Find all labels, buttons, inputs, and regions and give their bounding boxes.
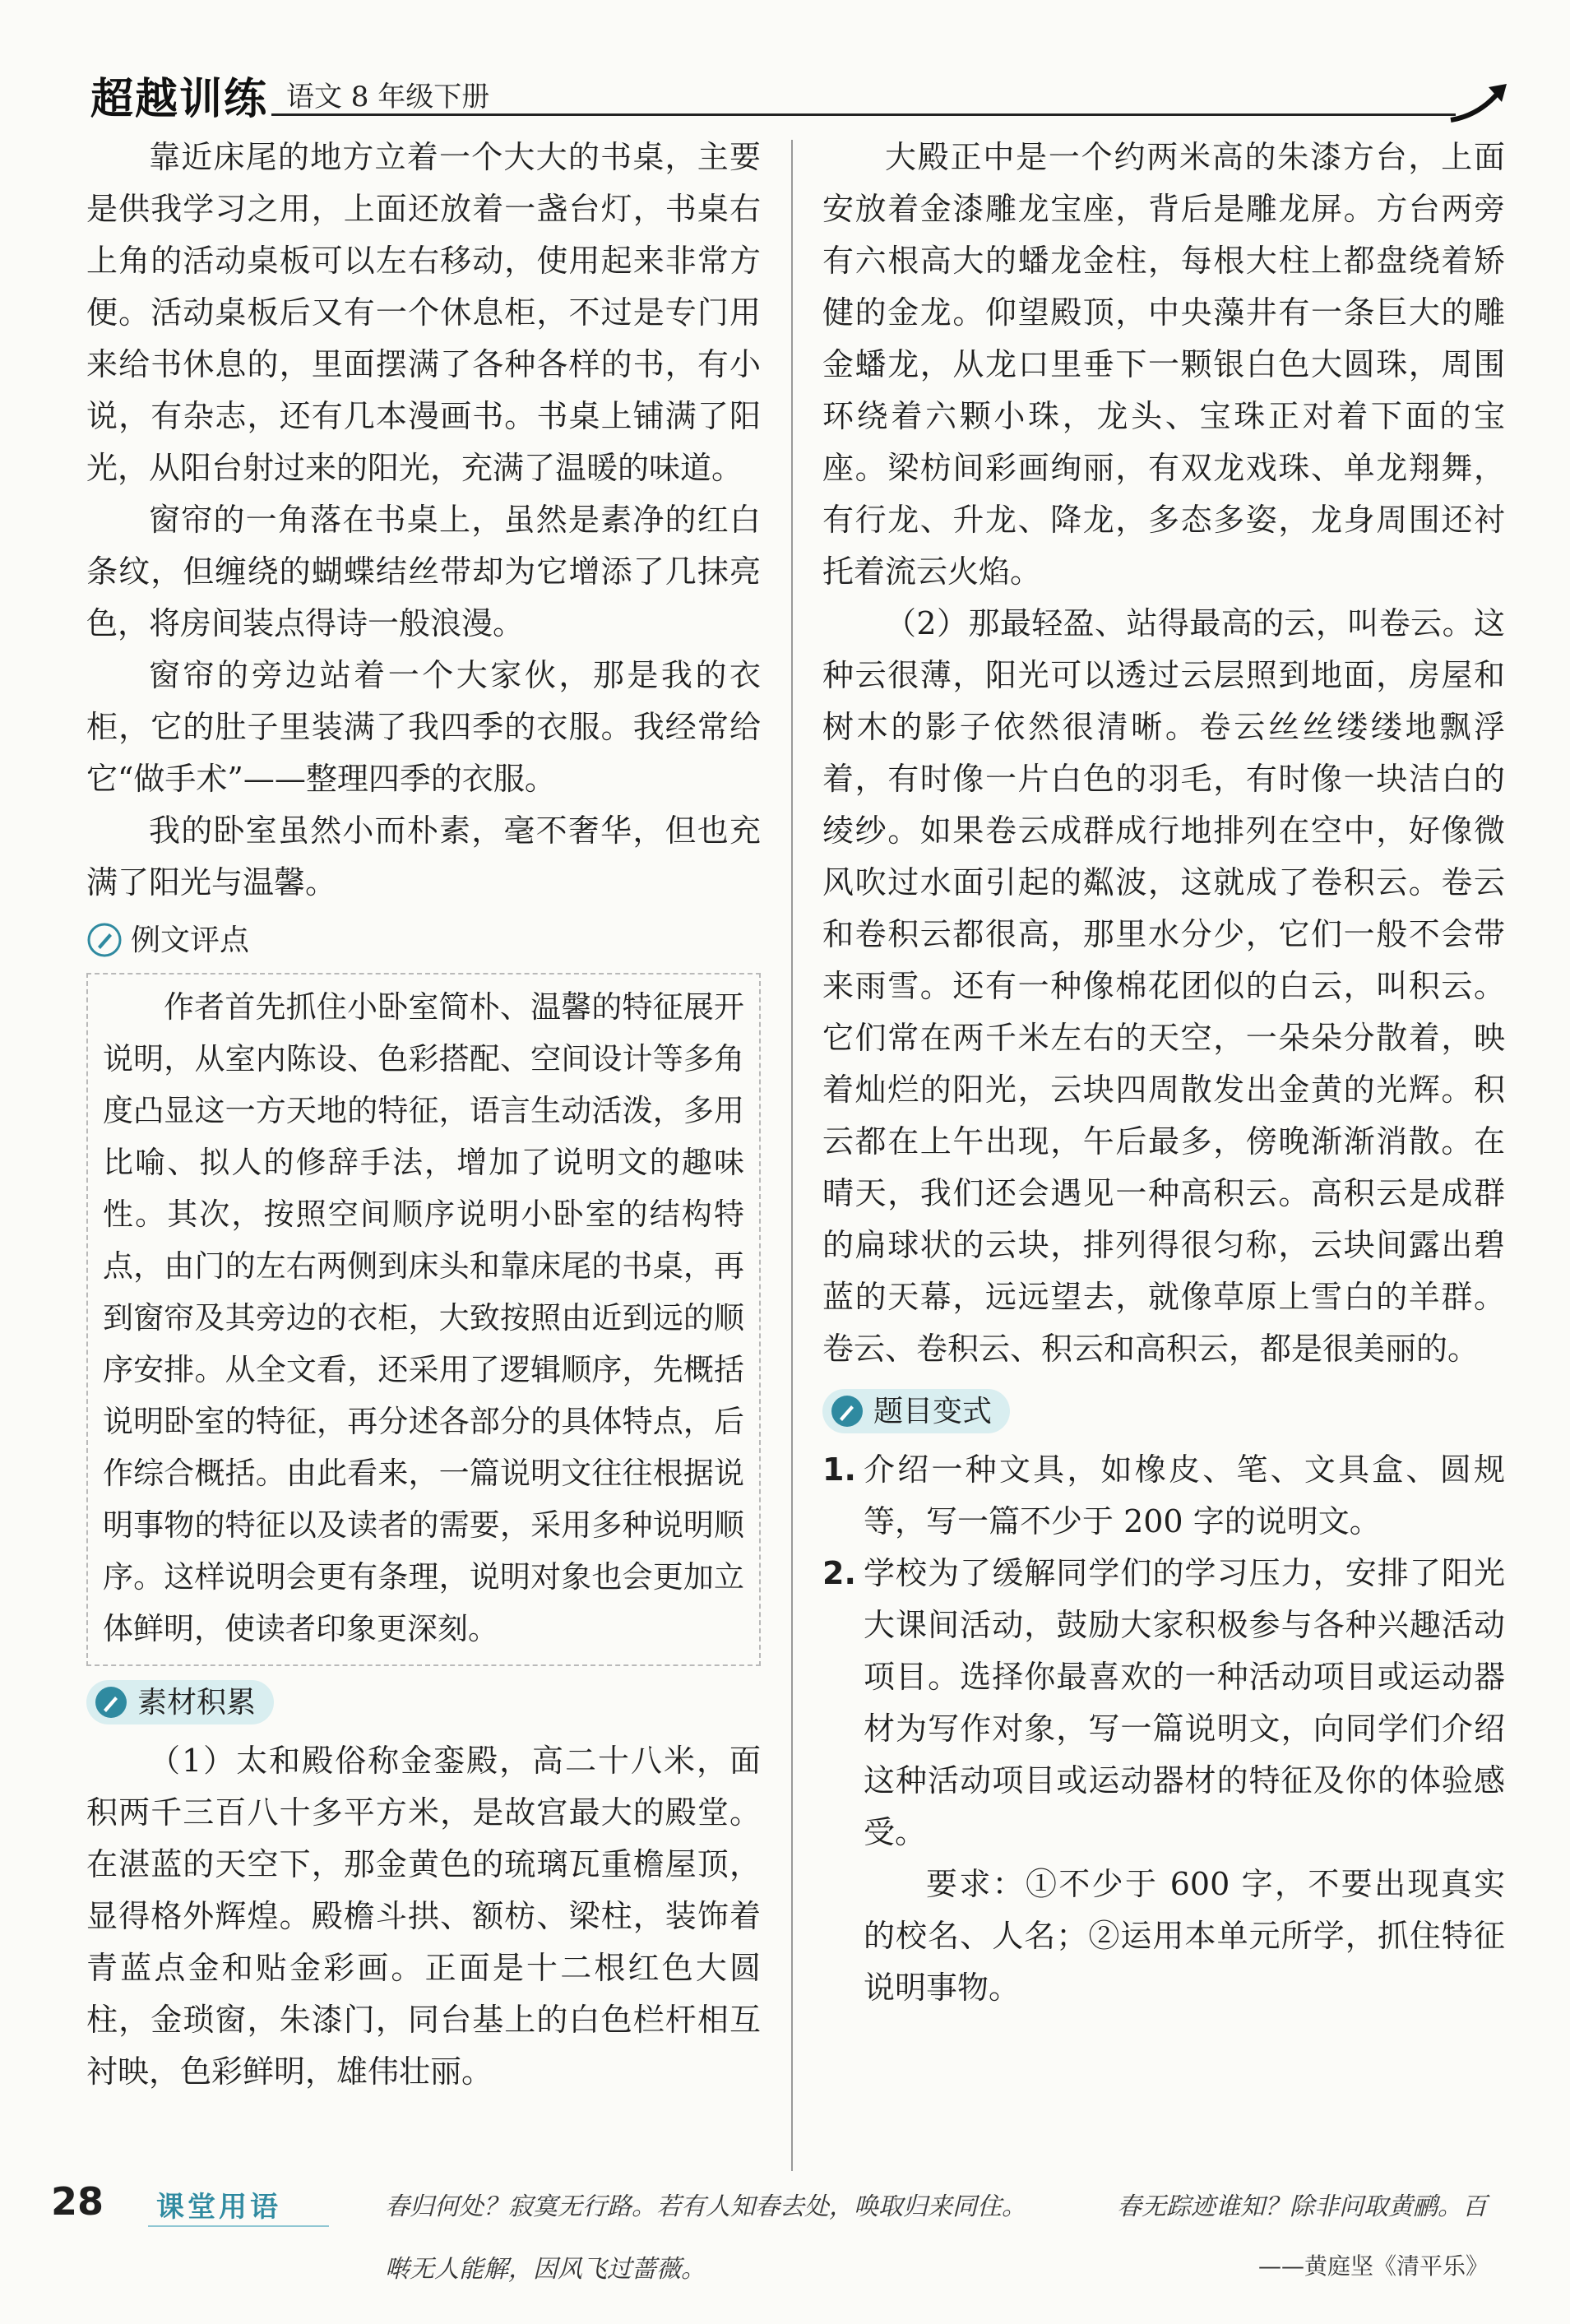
essay-paragraph: 靠近床尾的地方立着一个大大的书桌，主要是供我学习之用，上面还放着一盏台灯，书桌右上角的活动桌板可以左右移动，使用起来非常方便。活动桌板后又有一个休息柜，不过是专门用来给书休息的，里面摆满了各种各样的书，有小说，有杂志，还有几本漫画书。书桌上铺满了阳光，从阳台射过来的阳光，充满了温暖的味道。 [86,139,761,486]
page-number: 28 [51,2179,104,2224]
column-divider [791,140,793,2171]
poem-line: 春无踪迹谁知？除非问取黄鹂。百 [1117,2192,1487,2221]
material-paragraph: （1）太和殿俗称金銮殿，高二十八米，面积两千三百八十多平方米，是故宫最大的殿堂。在湛蓝的天空下，那金黄色的琉璃瓦重檐屋顶，显得格外辉煌。殿檐斗拱、额枋、梁柱，装饰着青蓝点金和贴金彩画。正面是十二根红色大圆柱，金琐窗，朱漆门，同台基上的白色栏杆相互衬映，色彩鲜明，雄伟壮丽。 [86,1743,761,2090]
footer-rule [148,2225,329,2227]
task-item [822,1548,1505,1859]
requirement-block [822,1859,1505,2014]
task-list [822,1444,1505,1859]
material-paragraph: （2）那最轻盈、站得最高的云，叫卷云。这种云很薄，阳光可以透过云层照到地面，房屋和树木的影子依然很清晰。卷云丝丝缕缕地飘浮着，有时像一片白色的羽毛，有时像一块洁白的绫纱。如果卷云成群成行地排列在空中，好像微风吹过水面引起的粼波，这就成了卷积云。卷云和卷积云都很高，那里水分少，它们一般不会带来雨雪。还有一种像棉花团似的白云，叫积云。它们常在两千米左右的天空，一朵朵分散着，映着灿烂的阳光，云块四周散发出金黄的光辉。积云都在上午出现，午后最多，傍晚渐渐消散。在晴天，我们还会遇见一种高积云。高积云是成群的扁球状的云块，排列得很匀称，云块间露出碧蓝的天幕，远远望去，就像草原上雪白的羊群。卷云、卷积云、积云和高积云，都是很美丽的。 [822,605,1505,1367]
essay-paragraph: 我的卧室虽然小而朴素，毫不奢华，但也充满了阳光与温馨。 [86,812,761,900]
requirement-text: 要求：①不少于 600 字，不要出现真实的校名、人名；②运用本单元所学，抓住特征说明事物。 [864,1866,1505,2006]
essay-paragraph: 窗帘的一角落在书桌上，虽然是素净的红白条纹，但缠绕的蝴蝶结丝带却为它增添了几抹亮色，将房间装点得诗一般浪漫。 [86,502,761,641]
poem-line: 啭无人能解，因风飞过蔷薇。 [385,2255,706,2284]
task-heading [822,1387,1505,1436]
right-column [822,132,1505,2014]
subject-label: 语文 8 年级下册 [286,81,490,113]
task-text: 介绍一种文具，如橡皮、笔、文具盒、圆规等，写一篇不少于 200 字的说明文。 [864,1451,1505,1539]
poem-author: ——黄庭坚《清平乐》 [1258,2252,1489,2280]
task-item [822,1444,1505,1548]
comment-heading [86,915,761,965]
task-text: 学校为了缓解同学们的学习压力，安排了阳光大课间活动，鼓励大家积极参与各种兴趣活动项目。选择你最喜欢的一种活动项目或运动器材为写作对象，写一篇说明文，向同学们介绍这种活动项目或运动器材的特征及你的体验感受。 [864,1555,1505,1850]
task-title: 题目变式 [873,1394,993,1428]
material-heading [86,1678,761,1727]
footer-label: 课堂用语 [156,2191,281,2224]
pen-circle-icon [86,922,123,958]
page-header [0,0,1570,140]
swoosh-arrow-icon [1447,79,1513,128]
material-paragraph: 大殿正中是一个约两米高的朱漆方台，上面安放着金漆雕龙宝座，背后是雕龙屏。方台两旁有六根高大的蟠龙金柱，每根大柱上都盘绕着矫健的金龙。仰望殿顶，中央藻井有一条巨大的雕金蟠龙，从龙口里垂下一颗银白色大圆珠，周围环绕着六颗小珠，龙头、宝珠正对着下面的宝座。梁枋间彩画绚丽，有双龙戏珠、单龙翔舞，有行龙、升龙、降龙，多态多姿，龙身周围还衬托着流云火焰。 [822,139,1505,590]
task-number: 2. [822,1555,856,1591]
page-footer [0,2179,1570,2324]
header-rule [271,113,1456,116]
comment-text: 作者首先抓住小卧室简朴、温馨的特征展开说明，从室内陈设、色彩搭配、空间设计等多角度凸显这一方天地的特征，语言生动活泼，多用比喻、拟人的修辞手法，增加了说明文的趣味性。其次，按照空间顺序说明小卧室的结构特点，由门的左右两侧到床头和靠床尾的书桌，再到窗帘及其旁边的衣柜，大致按照由近到远的顺序安排。从全文看，还采用了逻辑顺序，先概括说明卧室的特征，再分述各部分的具体特点，后作综合概括。由此看来，一篇说明文往往根据说明事物的特征以及读者的需要，采用多种说明顺序。这样说明会更有条理，说明对象也会更加立体鲜明，使读者印象更深刻。 [103,989,744,1646]
comment-title: 例文评点 [131,923,250,957]
pen-circle-icon [829,1393,865,1429]
essay-paragraph: 窗帘的旁边站着一个大家伙，那是我的衣柜，它的肚子里装满了我四季的衣服。我经常给它“做手术”——整理四季的衣服。 [86,657,761,797]
poem-line: 春归何处？寂寞无行路。若有人知春去处，唤取归来同住。 [385,2192,1026,2221]
brand-title: 超越训练 [90,75,269,124]
task-number: 1. [822,1451,856,1488]
pen-circle-icon [93,1684,129,1720]
left-column [86,132,761,2098]
comment-box [86,973,761,1666]
material-title: 素材积累 [137,1685,257,1720]
